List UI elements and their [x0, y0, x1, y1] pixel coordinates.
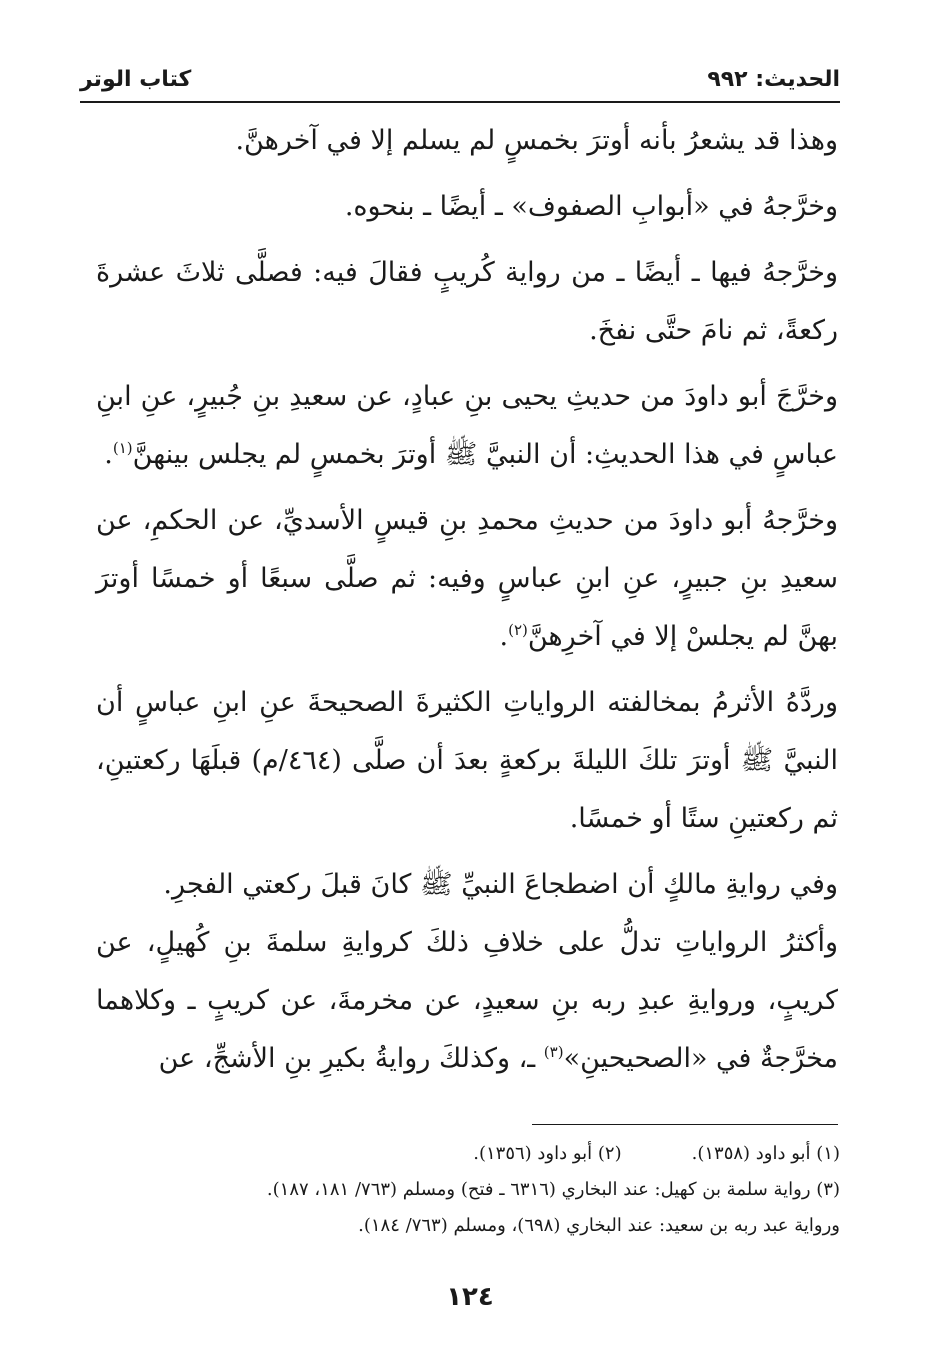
paragraph: وفي روايةِ مالكٍ أن اضطجاعَ النبيِّ ﷺ كانَ قبلَ ركعتي الفجرِ.: [163, 869, 838, 900]
page-number: ١٢٤: [446, 1282, 494, 1312]
footnote-line: [120, 1136, 840, 1172]
paragraph: وخرَّجهُ فيها ـ أيضًا ـ من رواية كُريبٍ فقالَ فيه: فصلَّى ثلاثَ عشرةَ ركعةً، ثم نامَ حتَّى نفخَ.: [96, 257, 838, 346]
footnotes: [120, 1136, 840, 1244]
main-text: [96, 112, 838, 1096]
running-header: [80, 64, 840, 100]
footnote-marker: (٣): [543, 1043, 564, 1061]
paragraph-text: وخرَّجَ أبو داودَ من حديثِ يحيى بنِ عبادٍ، عن سعيدِ بنِ جُبيرٍ، عنِ ابنِ عباسٍ في هذا الحديثِ: أن النبيَّ ﷺ أوترَ بخمسٍ لم يجلس بينهنَّ: [96, 381, 838, 470]
paragraph: وردَّهُ الأثرمُ بمخالفته الرواياتِ الكثيرةَ الصحيحةَ عنِ ابنِ عباسٍ أن النبيَّ ﷺ أوترَ تلكَ الليلةَ بركعةٍ بعدَ أن صلَّى (٤٦٤/م) قبلَهَا ركعتينِ، ثم ركعتينِ ستًا أو خمسًا.: [96, 687, 838, 834]
footnote-3: (٣) رواية سلمة بن كهيل: عند البخاري (٦٣١٦ ـ فتح) ومسلم (٧٦٣/ ١٨١، ١٨٧).: [266, 1179, 840, 1200]
footnote-marker: (١): [112, 439, 133, 457]
paragraph: [96, 914, 838, 1088]
footnote-3-continued: ورواية عبد ربه بن سعيد: عند البخاري (٦٩٨)، ومسلم (٧٦٣/ ١٨٤).: [358, 1215, 840, 1236]
footnote-1: (١) أبو داود (١٣٥٨).: [691, 1143, 840, 1164]
paragraph: وهذا قد يشعرُ بأنه أوترَ بخمسٍ لم يسلم إلا في آخرهنَّ.: [235, 125, 838, 156]
footnote-marker: (٢): [508, 621, 528, 639]
paragraph-text: وخرَّجهُ أبو داودَ من حديثِ محمدِ بنِ قيسٍ الأسديِّ، عن الحكمِ، عن سعيدِ بنِ جبيرٍ، عنِ ابنِ عباسٍ وفيه: ثم صلَّى سبعًا أو خمسًا أوترَ بهنَّ لم يجلسْ إلا في آخرِهنَّ: [96, 505, 838, 652]
hadith-number-label: الحديث: ٩٩٢: [707, 67, 840, 92]
paragraph-end: ـ، وكذلكَ روايةُ بكيرِ بنِ الأشجِّ، عن: [158, 1043, 544, 1074]
paragraph: وخرَّجهُ في «أبوابِ الصفوف» ـ أيضًا ـ بنحوه.: [344, 191, 838, 222]
header-divider: [80, 101, 840, 103]
footnote-2: (٢) أبو داود (١٣٥٦).: [473, 1143, 622, 1164]
paragraph-end: .: [104, 439, 113, 470]
paragraph: [96, 492, 838, 666]
paragraph-end: .: [499, 621, 509, 652]
book-title: كتاب الوتر: [80, 67, 192, 92]
paragraph-text: وأكثرُ الرواياتِ تدلُّ على خلافِ ذلكَ كروايةِ سلمةَ بنِ كُهيلٍ، عن كريبٍ، وروايةِ عبدِ ربه بنِ سعيدٍ، عن مخرمةَ، عن كريبٍ ـ وكلاهما مخرَّجةٌ في «الصحيحينِ»: [96, 927, 838, 1074]
paragraph: [96, 368, 838, 484]
footnote-divider: [532, 1124, 838, 1125]
